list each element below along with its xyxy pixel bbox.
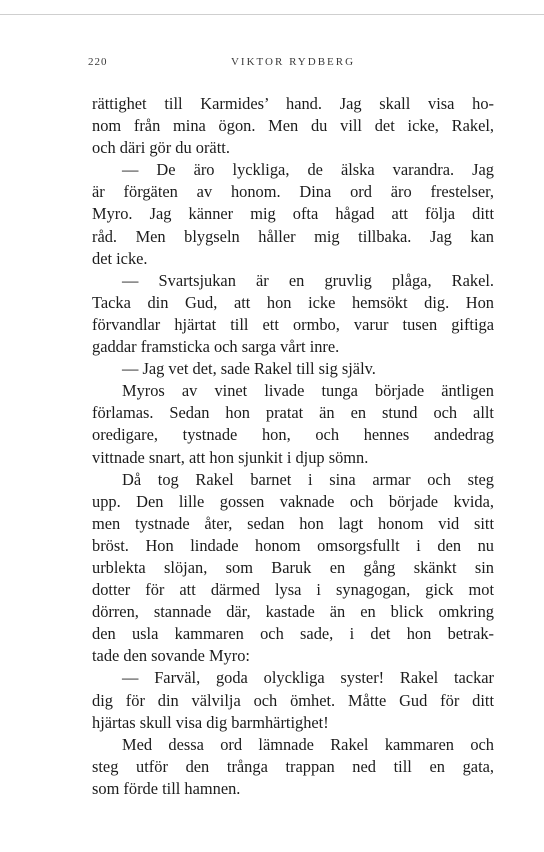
text-line: nom från mina ögon. Men du vill det icke, Rakel, xyxy=(92,116,494,136)
text-line: förlamas. Sedan hon pratat än en stund och allt xyxy=(92,403,494,423)
page-header xyxy=(88,56,498,78)
text-line: dörren, stannade där, kastade än en blick omkring xyxy=(92,602,494,622)
text-line: rättighet till Karmides’ hand. Jag skall visa ho- xyxy=(92,94,494,113)
text-line: Då tog Rakel barnet i sina armar och steg xyxy=(122,469,494,489)
text-line: råd. Men blygseln håller mig tillbaka. Jag kan xyxy=(92,226,494,246)
text-line: hjärtas skull visa dig barmhärtighet! xyxy=(92,712,329,732)
text-line: är förgäten av honom. Dina ord äro frestelser, xyxy=(92,182,494,202)
text-line: Tacka din Gud, att hon icke hemsökt dig. Hon xyxy=(92,292,494,312)
text-line: tade den sovande Myro: xyxy=(92,646,250,666)
text-line: gaddar framsticka och sarga vårt inre. xyxy=(92,337,340,357)
text-line: upp. Den lille gossen vaknade och började kvida, xyxy=(92,491,494,511)
text-line: som förde till hamnen. xyxy=(92,778,241,798)
text-line: den usla kammaren och sade, i det hon betrak- xyxy=(92,624,494,644)
text-line: bröst. Hon lindade honom omsorgsfullt i den nu xyxy=(92,535,494,555)
page-number: 220 xyxy=(88,56,108,68)
text-line: det icke. xyxy=(92,248,148,268)
text-line: dig för din välvilja och ömhet. Måtte Gud för ditt xyxy=(92,690,494,710)
text-line: dotter för att därmed lysa i synagogan, gick mot xyxy=(92,580,494,600)
text-line: oredigare, tystnade hon, och hennes andedrag xyxy=(92,425,494,445)
text-line: steg utför den trånga trappan ned till en gata, xyxy=(92,756,494,776)
text-line: — Svartsjukan är en gruvlig plåga, Rakel. xyxy=(122,270,494,290)
text-line: men tystnade åter, sedan hon lagt honom vid sitt xyxy=(92,513,494,533)
text-line: vittnade snart, att hon sjunkit i djup sömn. xyxy=(92,447,369,467)
text-line: Myros av vinet livade tunga började äntligen xyxy=(122,381,494,401)
text-line: — De äro lyckliga, de älska varandra. Jag xyxy=(122,160,494,180)
text-line: och däri gör du orätt. xyxy=(92,138,230,158)
text-line: förvandlar hjärtat till ett ormbo, varur tusen giftiga xyxy=(92,314,494,334)
text-line: urblekta slöjan, som Baruk en gång skänkt sin xyxy=(92,557,494,577)
text-line: — Farväl, goda olyckliga syster! Rakel tackar xyxy=(122,668,494,688)
top-rule xyxy=(0,14,544,15)
body-text xyxy=(92,93,494,800)
text-line: — Jag vet det, sade Rakel till sig själv. xyxy=(122,359,376,379)
text-line: Med dessa ord lämnade Rakel kammaren och xyxy=(122,734,494,754)
text-line: Myro. Jag känner mig ofta hågad att följa ditt xyxy=(92,204,494,224)
running-title: VIKTOR RYDBERG xyxy=(230,56,356,68)
